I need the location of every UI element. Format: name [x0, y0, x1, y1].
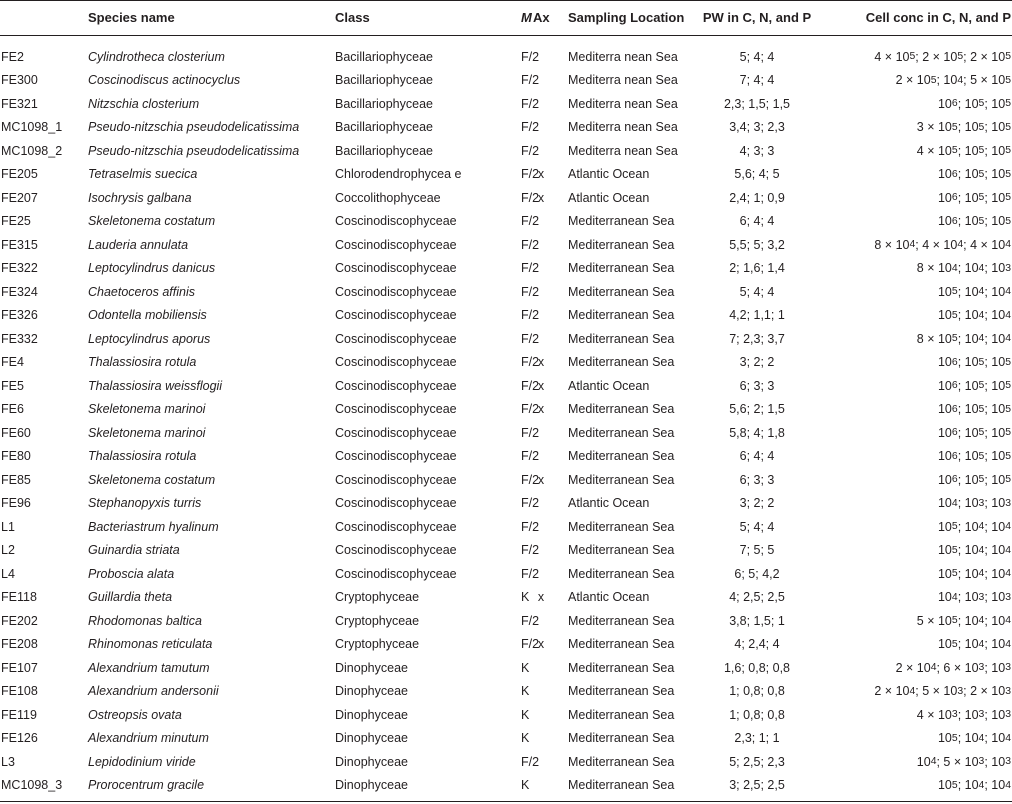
cell-sampling-location: Mediterranean Sea	[568, 355, 675, 370]
cell-id: FE2	[1, 49, 24, 64]
cell-species-name: Nitzschia closterium	[88, 96, 200, 111]
cell-medium: F/2	[521, 449, 540, 464]
cell-sampling-location: Mediterranean Sea	[568, 637, 675, 652]
cell-species-name: Skeletonema costatum	[88, 472, 216, 487]
cell-axenic	[536, 609, 546, 633]
header-axenic: Ax	[533, 10, 550, 25]
cell-species-name: Cylindrotheca closterium	[88, 49, 225, 64]
cell-pw: 3; 2; 2	[739, 496, 775, 511]
cell-pw: 6; 5; 4,2	[734, 566, 780, 581]
cell-sampling-location: Mediterranean Sea	[568, 402, 675, 417]
cell-species-name: Ostreopsis ovata	[88, 707, 182, 722]
cell-sampling-location: Mediterra nean Sea	[568, 73, 678, 88]
cell-id: FE315	[1, 237, 38, 252]
cell-species-name: Skeletonema marinoi	[88, 402, 206, 417]
cell-sampling-location: Atlantic Ocean	[568, 590, 650, 605]
cell-species-name: Prorocentrum gracile	[88, 778, 205, 793]
table-row	[0, 515, 1012, 539]
cell-sampling-location: Mediterranean Sea	[568, 754, 675, 769]
cell-species-name: Thalassiosira rotula	[88, 449, 197, 464]
cell-species-name: Rhinomonas reticulata	[88, 637, 213, 652]
cell-sampling-location: Atlantic Ocean	[568, 378, 650, 393]
cell-id: FE326	[1, 308, 38, 323]
cell-pw: 3; 2,5; 2,5	[729, 778, 785, 793]
cell-axenic	[536, 421, 546, 445]
cell-cell-conc: 8 × 10 4 ; 10 4 ; 10 3	[916, 261, 1011, 276]
cell-sampling-location: Mediterranean Sea	[568, 425, 675, 440]
cell-id: FE324	[1, 284, 38, 299]
cell-pw: 5,5; 5; 3,2	[729, 237, 785, 252]
cell-cell-conc: 4 × 10 5 ; 10 5 ; 10 5	[916, 143, 1011, 158]
cell-axenic	[536, 727, 546, 751]
cell-pw: 5,6; 2; 1,5	[729, 402, 785, 417]
cell-axenic	[536, 774, 546, 798]
cell-class: Coscinodiscophyceae	[335, 425, 457, 440]
cell-class: Dinophyceae	[335, 778, 408, 793]
cell-medium: K	[521, 590, 530, 605]
cell-species-name: Bacteriastrum hyalinum	[88, 519, 219, 534]
cell-medium: K	[521, 660, 530, 675]
cell-axenic: x	[537, 378, 545, 393]
cell-axenic	[536, 233, 546, 257]
cell-class: Coscinodiscophyceae	[335, 214, 457, 229]
cell-cell-conc: 10 6 ; 10 5 ; 10 5	[937, 378, 1011, 393]
cell-id: FE25	[1, 214, 31, 229]
cell-cell-conc: 10 6 ; 10 5 ; 10 5	[937, 449, 1011, 464]
header-pw: PW in C, N, and P	[702, 10, 812, 25]
cell-sampling-location: Mediterranean Sea	[568, 543, 675, 558]
cell-cell-conc: 3 × 10 5 ; 10 5 ; 10 5	[916, 120, 1011, 135]
table-row	[0, 750, 1012, 774]
cell-pw: 5; 2,5; 2,3	[729, 754, 785, 769]
cell-class: Coscinodiscophyceae	[335, 237, 457, 252]
cell-medium: F/2	[521, 237, 540, 252]
cell-cell-conc: 10 6 ; 10 5 ; 10 5	[937, 472, 1011, 487]
cell-pw: 6; 3; 3	[739, 472, 775, 487]
cell-cell-conc: 10 6 ; 10 5 ; 10 5	[937, 214, 1011, 229]
cell-cell-conc: 2 × 10 4 ; 6 × 10 3 ; 10 3	[895, 660, 1011, 675]
cell-class: Coscinodiscophyceae	[335, 449, 457, 464]
cell-class: Bacillariophyceae	[335, 96, 433, 111]
cell-sampling-location: Mediterranean Sea	[568, 684, 675, 699]
table-row	[0, 398, 1012, 422]
cell-medium: F/2	[521, 49, 540, 64]
cell-class: Dinophyceae	[335, 660, 408, 675]
cell-medium: F/2	[521, 190, 540, 205]
cell-medium: F/2	[521, 143, 540, 158]
cell-class: Dinophyceae	[335, 731, 408, 746]
header-sampling-location: Sampling Location	[568, 10, 685, 25]
cell-pw: 3; 2; 2	[739, 355, 775, 370]
cell-medium: F/2	[521, 519, 540, 534]
cell-medium: F/2	[521, 308, 540, 323]
cell-medium: F/2	[521, 261, 540, 276]
cell-class: Cryptophyceae	[335, 637, 420, 652]
cell-class: Coscinodiscophyceae	[335, 566, 457, 581]
table-row	[0, 445, 1012, 469]
table-row	[0, 210, 1012, 234]
cell-cell-conc: 10 4 ; 10 3 ; 10 3	[937, 590, 1011, 605]
cell-species-name: Rhodomonas baltica	[88, 613, 202, 628]
cell-id: FE322	[1, 261, 38, 276]
cell-class: Coccolithophyceae	[335, 190, 441, 205]
cell-class: Cryptophyceae	[335, 613, 420, 628]
cell-cell-conc: 8 × 10 4 ; 4 × 10 4 ; 4 × 10 4	[874, 237, 1011, 252]
cell-pw: 5; 4; 4	[739, 519, 775, 534]
cell-id: FE5	[1, 378, 24, 393]
cell-medium: F/2	[521, 613, 540, 628]
cell-axenic	[536, 280, 546, 304]
cell-id: FE300	[1, 73, 38, 88]
cell-sampling-location: Mediterranean Sea	[568, 308, 675, 323]
cell-species-name: Leptocylindrus aporus	[88, 331, 211, 346]
table-row	[0, 656, 1012, 680]
cell-species-name: Guillardia theta	[88, 590, 173, 605]
table-row	[0, 374, 1012, 398]
cell-id: FE321	[1, 96, 38, 111]
cell-class: Bacillariophyceae	[335, 120, 433, 135]
cell-species-name: Odontella mobiliensis	[88, 308, 207, 323]
cell-axenic	[536, 92, 546, 116]
table-row	[0, 327, 1012, 351]
cell-cell-conc: 10 6 ; 10 5 ; 10 5	[937, 355, 1011, 370]
header-medium: M	[521, 10, 532, 25]
cell-id: FE4	[1, 355, 24, 370]
cell-id: FE108	[1, 684, 38, 699]
cell-species-name: Chaetoceros affinis	[88, 284, 196, 299]
cell-sampling-location: Mediterra nean Sea	[568, 120, 678, 135]
cell-axenic	[536, 492, 546, 516]
cell-medium: F/2	[521, 378, 540, 393]
cell-medium: F/2	[521, 214, 540, 229]
cell-pw: 4; 3; 3	[739, 143, 775, 158]
cell-id: MC1098_1	[1, 120, 63, 135]
cell-cell-conc: 2 × 10 4 ; 5 × 10 3 ; 2 × 10 3	[874, 684, 1011, 699]
table-row	[0, 186, 1012, 210]
cell-class: Coscinodiscophyceae	[335, 496, 457, 511]
cell-cell-conc: 10 5 ; 10 4 ; 10 4	[937, 543, 1011, 558]
table-row	[0, 539, 1012, 563]
cell-class: Coscinodiscophyceae	[335, 402, 457, 417]
cell-species-name: Lepidodinium viride	[88, 754, 196, 769]
cell-species-name: Thalassiosira rotula	[88, 355, 197, 370]
table-row	[0, 492, 1012, 516]
table-row	[0, 92, 1012, 116]
cell-cell-conc: 10 6 ; 10 5 ; 10 5	[937, 167, 1011, 182]
cell-pw: 1,6; 0,8; 0,8	[723, 660, 791, 675]
table-row	[0, 163, 1012, 187]
cell-axenic	[536, 139, 546, 163]
cell-axenic	[536, 445, 546, 469]
cell-id: FE202	[1, 613, 38, 628]
cell-cell-conc: 4 × 10 3 ; 10 3 ; 10 3	[916, 707, 1011, 722]
cell-medium: F/2	[521, 543, 540, 558]
cell-id: FE119	[1, 707, 37, 722]
table-row	[0, 421, 1012, 445]
cell-pw: 6; 4; 4	[739, 214, 775, 229]
cell-species-name: Isochrysis galbana	[88, 190, 192, 205]
cell-pw: 2,3; 1; 1	[734, 731, 780, 746]
table-row	[0, 774, 1012, 798]
cell-pw: 7; 4; 4	[739, 73, 775, 88]
cell-medium: F/2	[521, 355, 540, 370]
cell-species-name: Alexandrium andersonii	[88, 684, 219, 699]
cell-class: Coscinodiscophyceae	[335, 284, 457, 299]
cell-pw: 3,4; 3; 2,3	[729, 120, 785, 135]
cell-class: Cryptophyceae	[335, 590, 420, 605]
cell-species-name: Alexandrium minutum	[88, 731, 209, 746]
cell-axenic: x	[537, 402, 545, 417]
cell-axenic	[536, 539, 546, 563]
table-row	[0, 257, 1012, 281]
cell-medium: K	[521, 731, 530, 746]
cell-pw: 7; 5; 5	[739, 543, 775, 558]
cell-sampling-location: Atlantic Ocean	[568, 167, 650, 182]
cell-medium: F/2	[521, 331, 540, 346]
cell-axenic	[536, 45, 546, 69]
cell-axenic	[536, 562, 546, 586]
cell-pw: 6; 4; 4	[739, 449, 775, 464]
cell-id: L1	[1, 519, 15, 534]
cell-medium: F/2	[521, 637, 540, 652]
cell-pw: 5,8; 4; 1,8	[729, 425, 785, 440]
cell-axenic	[536, 750, 546, 774]
cell-axenic	[536, 703, 546, 727]
cell-axenic: x	[537, 190, 545, 205]
cell-species-name: Leptocylindrus danicus	[88, 261, 216, 276]
cell-species-name: Skeletonema costatum	[88, 214, 216, 229]
cell-axenic	[536, 327, 546, 351]
table-row	[0, 69, 1012, 93]
cell-cell-conc: 10 6 ; 10 5 ; 10 5	[937, 402, 1011, 417]
cell-sampling-location: Mediterranean Sea	[568, 613, 675, 628]
cell-class: Dinophyceae	[335, 754, 408, 769]
cell-sampling-location: Mediterra nean Sea	[568, 96, 678, 111]
cell-class: Bacillariophyceae	[335, 73, 433, 88]
cell-axenic	[536, 656, 546, 680]
cell-medium: F/2	[521, 472, 540, 487]
cell-species-name: Stephanopyxis turris	[88, 496, 202, 511]
cell-class: Bacillariophyceae	[335, 49, 433, 64]
cell-axenic: x	[537, 355, 545, 370]
cell-sampling-location: Atlantic Ocean	[568, 190, 650, 205]
cell-cell-conc: 5 × 10 5 ; 10 4 ; 10 4	[916, 613, 1011, 628]
cell-sampling-location: Mediterranean Sea	[568, 449, 675, 464]
cell-cell-conc: 10 6 ; 10 5 ; 10 5	[937, 425, 1011, 440]
cell-medium: F/2	[521, 496, 540, 511]
table-row	[0, 468, 1012, 492]
table-row	[0, 139, 1012, 163]
cell-class: Dinophyceae	[335, 707, 408, 722]
cell-sampling-location: Mediterranean Sea	[568, 261, 675, 276]
cell-axenic: x	[537, 472, 545, 487]
cell-axenic	[536, 116, 546, 140]
cell-species-name: Thalassiosira weissflogii	[88, 378, 223, 393]
cell-pw: 5; 4; 4	[739, 284, 775, 299]
cell-id: FE60	[1, 425, 31, 440]
cell-id: L2	[1, 543, 15, 558]
cell-class: Coscinodiscophyceae	[335, 543, 457, 558]
cell-axenic	[536, 69, 546, 93]
cell-pw: 4; 2,4; 4	[734, 637, 780, 652]
table-row	[0, 633, 1012, 657]
cell-id: FE80	[1, 449, 31, 464]
cell-class: Coscinodiscophyceae	[335, 519, 457, 534]
table-row	[0, 727, 1012, 751]
cell-pw: 7; 2,3; 3,7	[729, 331, 785, 346]
cell-axenic	[536, 257, 546, 281]
cell-sampling-location: Mediterranean Sea	[568, 660, 675, 675]
cell-id: FE126	[1, 731, 38, 746]
cell-class: Coscinodiscophyceae	[335, 355, 457, 370]
table-row	[0, 703, 1012, 727]
table-row	[0, 116, 1012, 140]
cell-cell-conc: 10 6 ; 10 5 ; 10 5	[937, 96, 1011, 111]
cell-id: FE6	[1, 402, 24, 417]
cell-sampling-location: Mediterranean Sea	[568, 778, 675, 793]
cell-species-name: Skeletonema marinoi	[88, 425, 206, 440]
cell-sampling-location: Mediterra nean Sea	[568, 49, 678, 64]
cell-axenic	[536, 680, 546, 704]
cell-medium: F/2	[521, 284, 540, 299]
cell-medium: F/2	[521, 120, 540, 135]
cell-species-name: Pseudo-nitzschia pseudodelicatissima	[88, 120, 300, 135]
cell-species-name: Alexandrium tamutum	[88, 660, 210, 675]
cell-species-name: Proboscia alata	[88, 566, 175, 581]
table-row	[0, 609, 1012, 633]
cell-sampling-location: Mediterranean Sea	[568, 707, 675, 722]
table-row	[0, 280, 1012, 304]
cell-medium: F/2	[521, 402, 540, 417]
cell-sampling-location: Mediterranean Sea	[568, 519, 675, 534]
cell-medium: F/2	[521, 754, 540, 769]
cell-id: FE332	[1, 331, 38, 346]
cell-axenic: x	[537, 167, 545, 182]
cell-sampling-location: Mediterranean Sea	[568, 214, 675, 229]
cell-id: MC1098_3	[1, 778, 63, 793]
header-cell-conc: Cell conc in C, N, and P	[865, 10, 1011, 25]
table-bottom-rule	[0, 801, 1012, 802]
cell-sampling-location: Mediterranean Sea	[568, 731, 675, 746]
cell-axenic: x	[537, 637, 545, 652]
cell-pw: 5,6; 4; 5	[734, 167, 780, 182]
cell-species-name: Lauderia annulata	[88, 237, 189, 252]
cell-class: Coscinodiscophyceae	[335, 378, 457, 393]
table-row	[0, 45, 1012, 69]
cell-cell-conc: 4 × 10 5 ; 2 × 10 5 ; 2 × 10 5	[874, 49, 1011, 64]
cell-species-name: Pseudo-nitzschia pseudodelicatissima	[88, 143, 300, 158]
header-species-name: Species name	[88, 10, 175, 25]
cell-pw: 2,3; 1,5; 1,5	[723, 96, 791, 111]
cell-pw: 2; 1,6; 1,4	[729, 261, 785, 276]
table-row	[0, 233, 1012, 257]
cell-cell-conc: 10 4 ; 5 × 10 3 ; 10 3	[916, 754, 1011, 769]
cell-id: MC1098_2	[1, 143, 63, 158]
cell-pw: 6; 3; 3	[739, 378, 775, 393]
cell-id: L4	[1, 566, 15, 581]
cell-class: Coscinodiscophyceae	[335, 308, 457, 323]
cell-cell-conc: 10 5 ; 10 4 ; 10 4	[937, 637, 1011, 652]
cell-sampling-location: Mediterranean Sea	[568, 331, 675, 346]
cell-cell-conc: 2 × 10 5 ; 10 4 ; 5 × 10 5	[895, 73, 1011, 88]
cell-id: FE96	[1, 496, 31, 511]
cell-pw: 1; 0,8; 0,8	[729, 707, 785, 722]
cell-sampling-location: Mediterranean Sea	[568, 472, 675, 487]
cell-id: FE205	[1, 167, 38, 182]
header-rule	[0, 35, 1012, 36]
cell-medium: F/2	[521, 167, 540, 182]
cell-medium: F/2	[521, 566, 540, 581]
cell-id: FE118	[1, 590, 37, 605]
cell-id: FE107	[1, 660, 38, 675]
table-row	[0, 351, 1012, 375]
cell-cell-conc: 10 5 ; 10 4 ; 10 4	[937, 566, 1011, 581]
cell-class: Dinophyceae	[335, 684, 408, 699]
cell-pw: 2,4; 1; 0,9	[729, 190, 785, 205]
cell-medium: K	[521, 778, 530, 793]
cell-class: Chlorodendrophycea e	[335, 167, 462, 182]
cell-cell-conc: 10 5 ; 10 4 ; 10 4	[937, 778, 1011, 793]
cell-cell-conc: 10 4 ; 10 3 ; 10 3	[937, 496, 1011, 511]
cell-cell-conc: 10 5 ; 10 4 ; 10 4	[937, 731, 1011, 746]
cell-cell-conc: 10 5 ; 10 4 ; 10 4	[937, 519, 1011, 534]
cell-sampling-location: Mediterranean Sea	[568, 566, 675, 581]
table-row	[0, 586, 1012, 610]
cell-axenic	[536, 515, 546, 539]
cell-sampling-location: Mediterra nean Sea	[568, 143, 678, 158]
cell-cell-conc: 10 6 ; 10 5 ; 10 5	[937, 190, 1011, 205]
cell-class: Bacillariophyceae	[335, 143, 433, 158]
table-row	[0, 304, 1012, 328]
header-class: Class	[335, 10, 370, 25]
cell-pw: 4,2; 1,1; 1	[729, 308, 785, 323]
cell-medium: K	[521, 684, 530, 699]
cell-id: FE208	[1, 637, 38, 652]
cell-pw: 3,8; 1,5; 1	[729, 613, 785, 628]
cell-cell-conc: 8 × 10 5 ; 10 4 ; 10 4	[916, 331, 1011, 346]
table-row	[0, 562, 1012, 586]
cell-axenic	[536, 304, 546, 328]
cell-species-name: Tetraselmis suecica	[88, 167, 198, 182]
cell-class: Coscinodiscophyceae	[335, 331, 457, 346]
cell-sampling-location: Atlantic Ocean	[568, 496, 650, 511]
cell-sampling-location: Mediterranean Sea	[568, 237, 675, 252]
cell-species-name: Guinardia striata	[88, 543, 180, 558]
cell-medium: F/2	[521, 425, 540, 440]
cell-cell-conc: 10 5 ; 10 4 ; 10 4	[937, 284, 1011, 299]
cell-pw: 4; 2,5; 2,5	[729, 590, 785, 605]
cell-id: L3	[1, 754, 15, 769]
cell-medium: F/2	[521, 96, 540, 111]
cell-class: Coscinodiscophyceae	[335, 261, 457, 276]
cell-id: FE207	[1, 190, 38, 205]
cell-pw: 1; 0,8; 0,8	[729, 684, 785, 699]
cell-sampling-location: Mediterranean Sea	[568, 284, 675, 299]
cell-species-name: Coscinodiscus actinocyclus	[88, 73, 241, 88]
cell-id: FE85	[1, 472, 31, 487]
cell-class: Coscinodiscophyceae	[335, 472, 457, 487]
cell-medium: K	[521, 707, 530, 722]
cell-axenic: x	[537, 590, 545, 605]
cell-cell-conc: 10 5 ; 10 4 ; 10 4	[937, 308, 1011, 323]
cell-medium: F/2	[521, 73, 540, 88]
cell-axenic	[536, 210, 546, 234]
table-row	[0, 680, 1012, 704]
cell-pw: 5; 4; 4	[739, 49, 775, 64]
